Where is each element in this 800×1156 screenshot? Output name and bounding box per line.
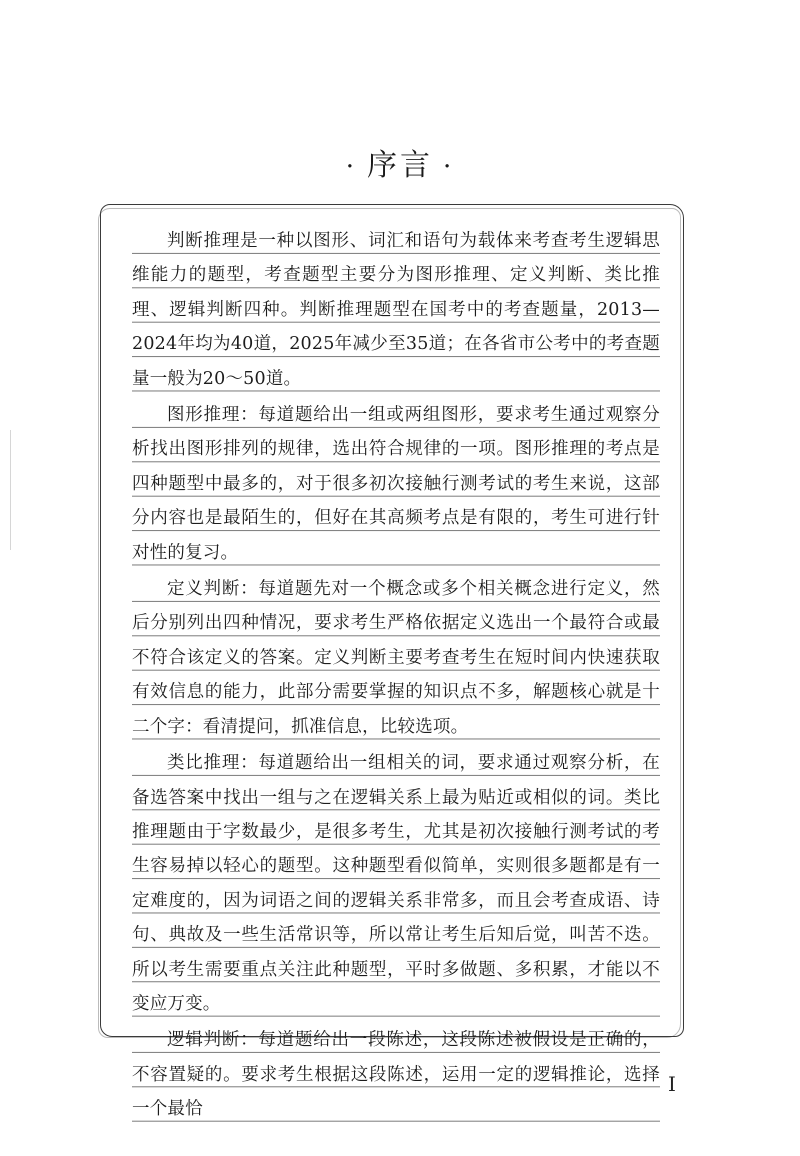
paragraph-logic-judgment: 逻辑判断：每道题给出一段陈述，这段陈述被假设是正确的，不容置疑的。要求考生根据这段陈述，运用一定的逻辑推论，选择一个最恰 [132, 1023, 660, 1126]
title-dot-left: · [345, 152, 357, 182]
preface-body [132, 224, 660, 1129]
page-title [0, 140, 800, 184]
scan-edge-mark [10, 430, 11, 550]
title-dot-right: · [443, 152, 455, 182]
title-text: 序言 [367, 148, 433, 183]
paragraph-figure-reasoning: 图形推理：每道题给出一组或两组图形，要求考生通过观察分析找出图形排列的规律，选出符合规律的一项。图形推理的考点是四种题型中最多的，对于很多初次接触行测考试的考生来说，这部分内容也是最陌生的，但好在其高频考点是有限的，考生可进行针对性的复习。 [132, 398, 660, 570]
paragraph-intro: 判断推理是一种以图形、词汇和语句为载体来考查考生逻辑思维能力的题型，考查题型主要分为图形推理、定义判断、类比推理、逻辑判断四种。判断推理题型在国考中的考查题量，2013—2024年均为40道，2025年减少至35道；在各省市公考中的考查题量一般为20～50道。 [132, 224, 660, 396]
paragraph-analogy-reasoning: 类比推理：每道题给出一组相关的词，要求通过观察分析，在备选答案中找出一组与之在逻辑关系上最为贴近或相似的词。类比推理题由于字数最少，是很多考生，尤其是初次接触行测考试的考生容易掉以轻心的题型。这种题型看似简单，实则很多题都是有一定难度的，因为词语之间的逻辑关系非常多，而且会考查成语、诗句、典故及一些生活常识等，所以常让考生后知后觉，叫苦不迭。所以考生需要重点关注此种题型，平时多做题、多积累，才能以不变应万变。 [132, 746, 660, 1021]
paragraph-definition-judgment: 定义判断：每道题先对一个概念或多个相关概念进行定义，然后分别列出四种情况，要求考生严格依据定义选出一个最符合或最不符合该定义的答案。定义判断主要考查考生在短时间内快速获取有效信息的能力，此部分需要掌握的知识点不多，解题核心就是十二个字：看清提问，抓准信息，比较选项。 [132, 572, 660, 744]
page-number: I [668, 1072, 676, 1096]
